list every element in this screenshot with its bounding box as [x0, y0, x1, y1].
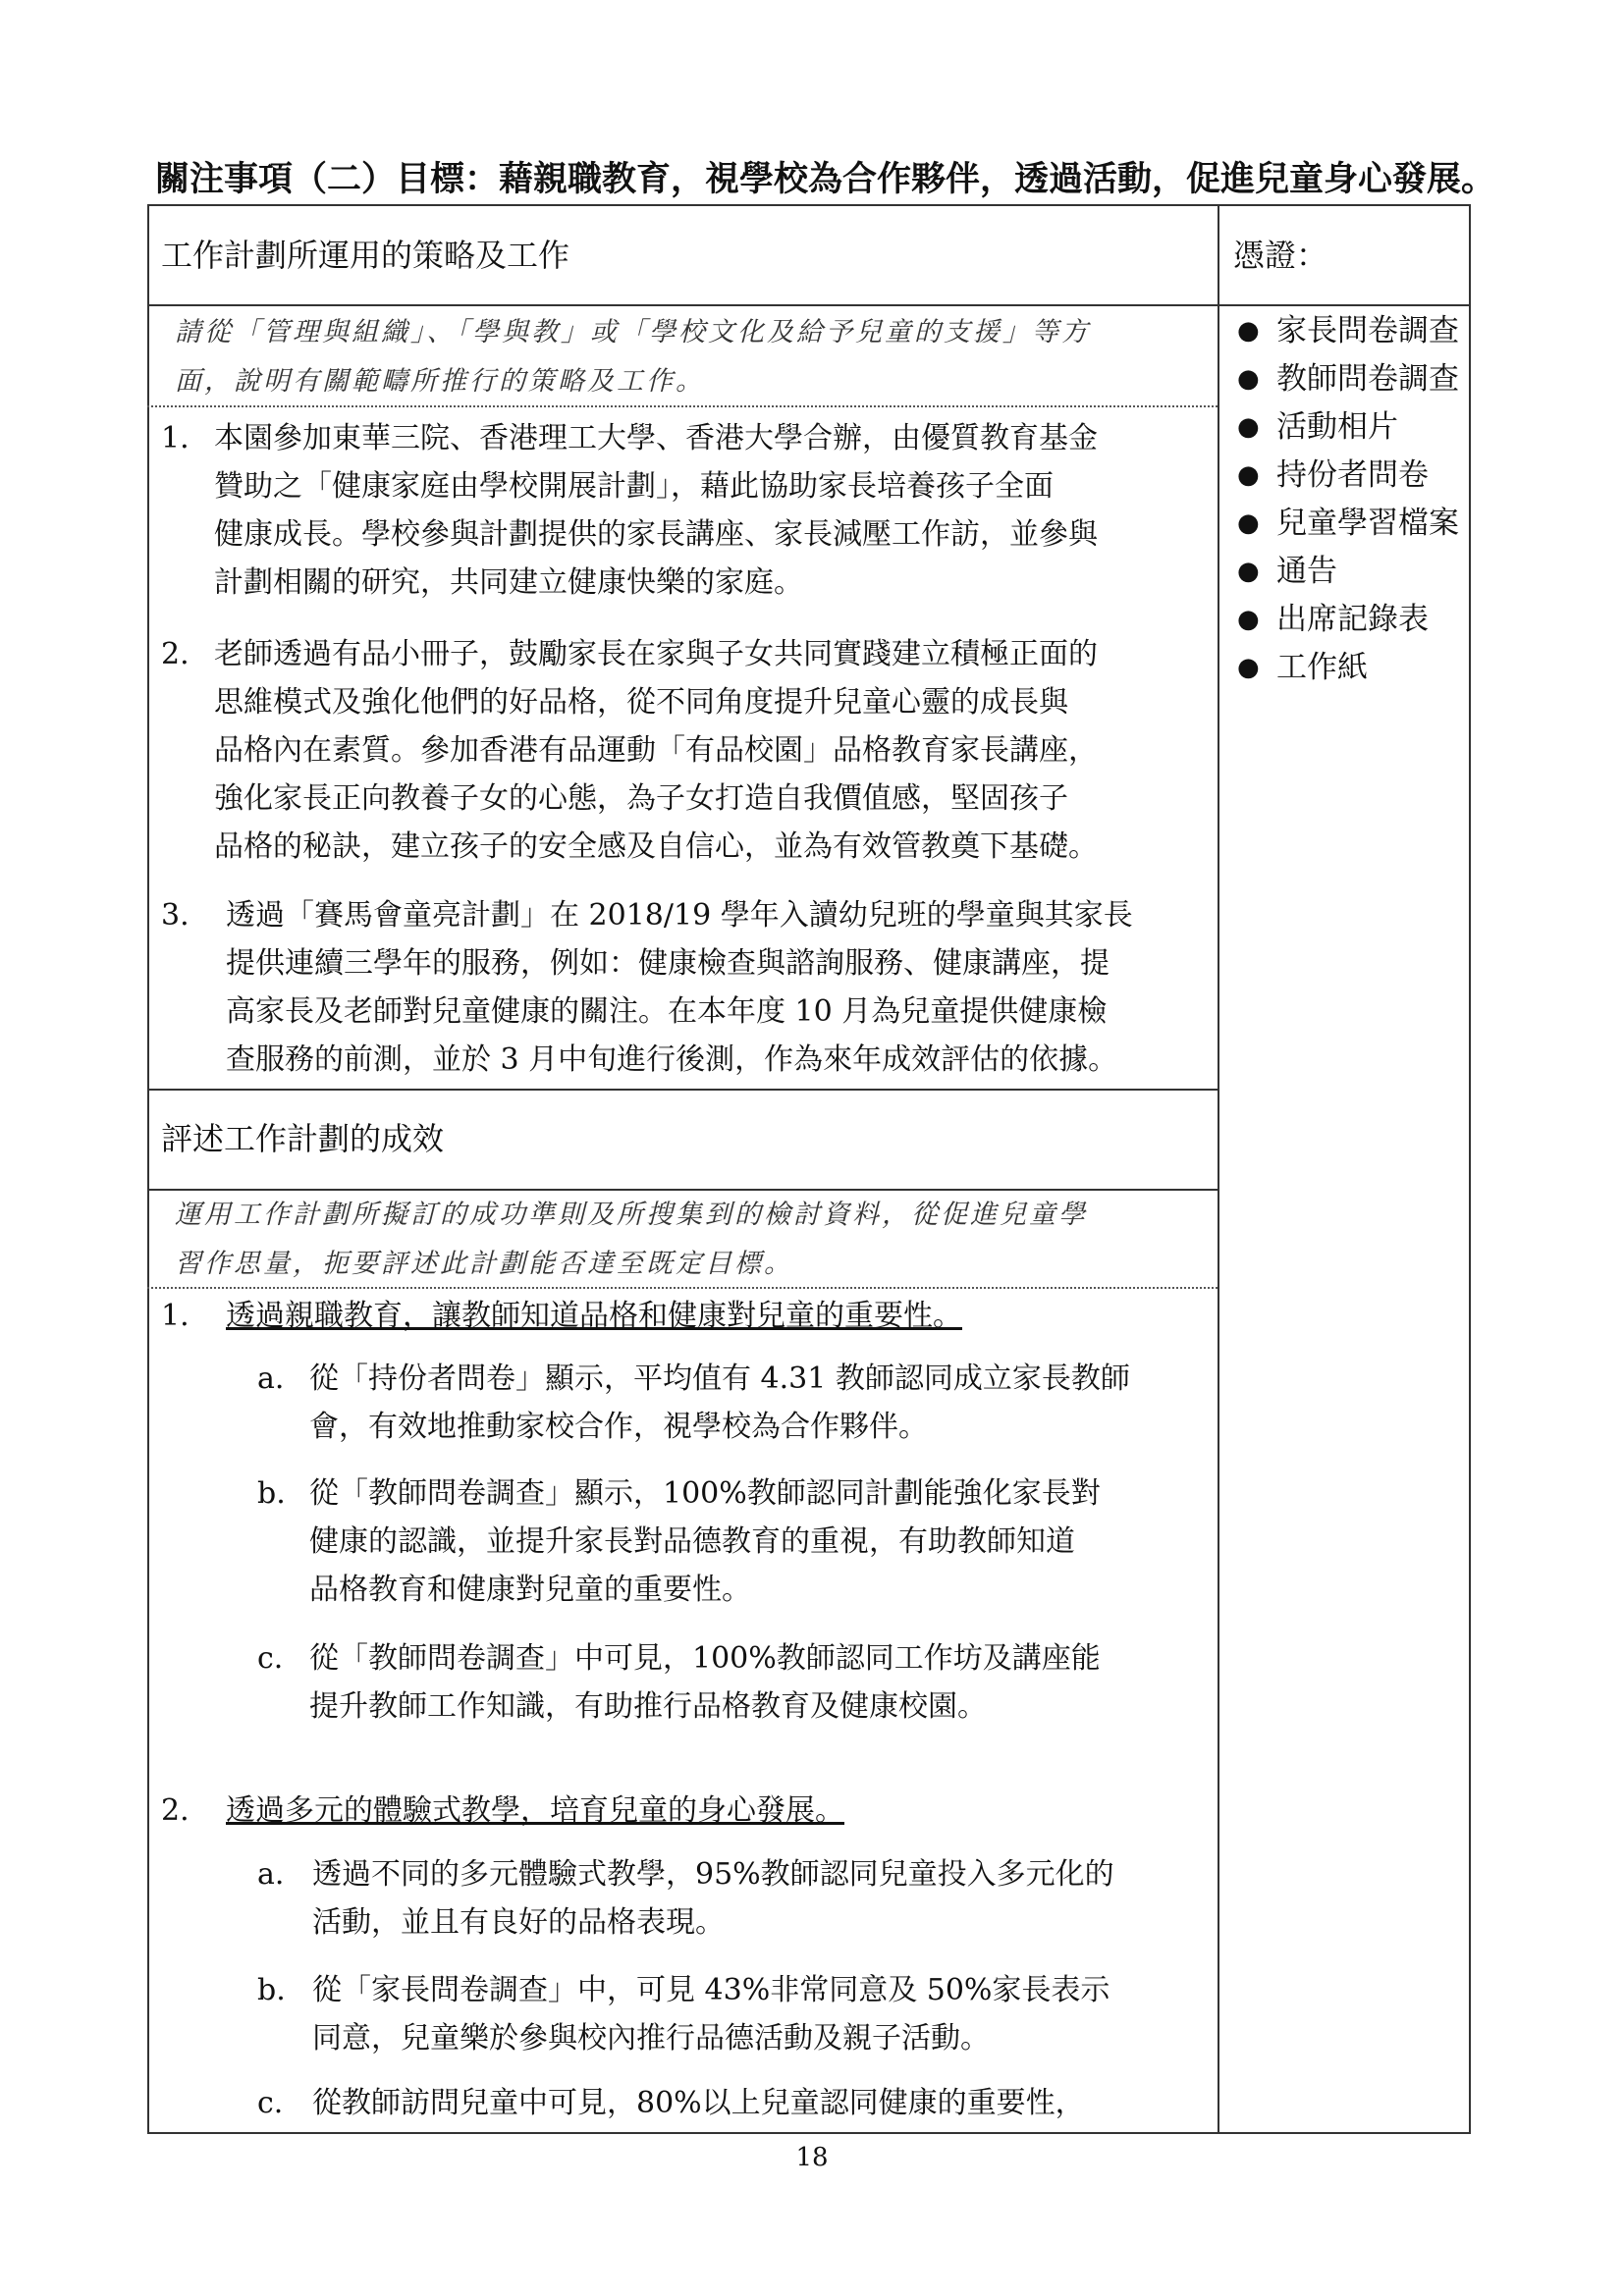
point-letter: a. — [257, 1857, 285, 1892]
evidence-item: ● 教師問卷調查 — [1233, 355, 1459, 403]
evaluation-instruction: 運用工作計劃所擬訂的成功準則及所搜集到的檢討資料，從促進兒童學 習作思量，扼要評述此計劃能否達至既定目標。 — [175, 1200, 1088, 1279]
evaluation-point: 從「持份者問卷」顯示，平均值有 4.31 教師認同成立家長教師 會，有效地推動家校合作，視學校為合作夥伴。 — [309, 1362, 1130, 1444]
page-number: 18 — [795, 2143, 829, 2172]
point-letter: a. — [257, 1362, 285, 1396]
point-letter: b. — [257, 1973, 286, 2007]
goal-title: 透過親職教育，讓教師知道品格和健康對兒童的重要性。 — [226, 1299, 962, 1333]
bullet-icon: ● — [1237, 412, 1260, 442]
strategy-item-number: 2. — [161, 637, 189, 671]
evaluation-point: 從「教師問卷調查」中可見，100%教師認同工作坊及講座能 提升教師工作知識，有助推行品格教育及健康校園。 — [309, 1641, 1101, 1724]
evaluation-header: 評述工作計劃的成效 — [161, 1120, 445, 1157]
strategy-item: 透過「賽馬會童亮計劃」在 2018/19 學年入讀幼兒班的學童與其家長 提供連續三學年的服務，例如：健康檢查與諮詢服務、健康講座，提 高家長及老師對兒童健康的關注。在本年度 10 月為兒童提供健康檢 查服務的前測，並於 3 月中旬進行後測，作為來年成效評估的依據。 — [226, 898, 1133, 1077]
bullet-icon: ● — [1237, 653, 1260, 682]
point-letter: c. — [257, 1641, 284, 1676]
column-divider — [1218, 204, 1219, 2134]
evaluation-point: 從「教師問卷調查」顯示，100%教師認同計劃能強化家長對 健康的認識，並提升家長對品德教育的重視，有助教師知道 品格教育和健康對兒童的重要性。 — [309, 1476, 1101, 1607]
strategy-item-number: 1. — [161, 421, 189, 455]
evidence-item: ● 持份者問卷 — [1233, 452, 1459, 500]
bullet-icon: ● — [1237, 508, 1260, 538]
bullet-icon: ● — [1237, 605, 1260, 634]
strategy-item: 老師透過有品小冊子，鼓勵家長在家與子女共同實踐建立積極正面的 思維模式及強化他們的好品格，從不同角度提升兒童心靈的成長與 品格內在素質。參加香港有品運動「有品校園」品格教育家長講座， 強化家長正向教養子女的心態，為子女打造自我價值感，堅固孩子 品格的秘訣，建立孩子的安全感及自信心，並為有效管教奠下基礎。 — [214, 637, 1098, 864]
evidence-item: ● 出席記錄表 — [1233, 596, 1459, 644]
goal-number: 1. — [161, 1299, 189, 1333]
section-divider — [147, 1089, 1218, 1091]
evidence-item: ● 工作紙 — [1233, 644, 1459, 692]
bullet-icon: ● — [1237, 316, 1260, 346]
evidence-list — [1233, 307, 1459, 692]
strategy-item: 本園參加東華三院、香港理工大學、香港大學合辦，由優質教育基金 贊助之「健康家庭由學校開展計劃」，藉此協助家長培養孩子全面 健康成長。學校參與計劃提供的家長講座、家長減壓工作訪，並參與 計劃相關的研究，共同建立健康快樂的家庭。 — [214, 421, 1098, 600]
evaluation-point: 從「家長問卷調查」中，可見 43%非常同意及 50%家長表示 同意，兒童樂於參與校內推行品德活動及親子活動。 — [312, 1973, 1110, 2056]
bullet-icon: ● — [1237, 460, 1260, 490]
strategy-header: 工作計劃所運用的策略及工作 — [161, 237, 570, 274]
strategy-instruction: 請從「管理與組織」、「學與教」或「學校文化及給予兒童的支援」等方 面，說明有關範疇所推行的策略及工作。 — [175, 317, 1091, 397]
bullet-icon: ● — [1237, 364, 1260, 394]
goal-title: 透過多元的體驗式教學，培育兒童的身心發展。 — [226, 1793, 844, 1828]
bullet-icon: ● — [1237, 557, 1260, 586]
evidence-item: ● 家長問卷調查 — [1233, 307, 1459, 355]
evidence-item: ● 活動相片 — [1233, 403, 1459, 452]
point-letter: b. — [257, 1476, 286, 1511]
evaluation-point: 從教師訪問兒童中可見，80%以上兒童認同健康的重要性， — [312, 2086, 1085, 2120]
strategy-item-number: 3. — [161, 898, 189, 933]
evidence-item: ● 兒童學習檔案 — [1233, 500, 1459, 548]
evidence-item: ● 通告 — [1233, 548, 1459, 596]
evaluation-point: 透過不同的多元體驗式教學，95%教師認同兒童投入多元化的 活動，並且有良好的品格表現。 — [312, 1857, 1114, 1940]
header-divider — [147, 304, 1471, 306]
page-title: 關注事項（二）目標：藉親職教育，視學校為合作夥伴，透過活動，促進兒童身心發展。 — [155, 160, 1496, 199]
goal-number: 2. — [161, 1793, 189, 1828]
evidence-header: 憑證： — [1233, 237, 1328, 274]
point-letter: c. — [257, 2086, 284, 2120]
